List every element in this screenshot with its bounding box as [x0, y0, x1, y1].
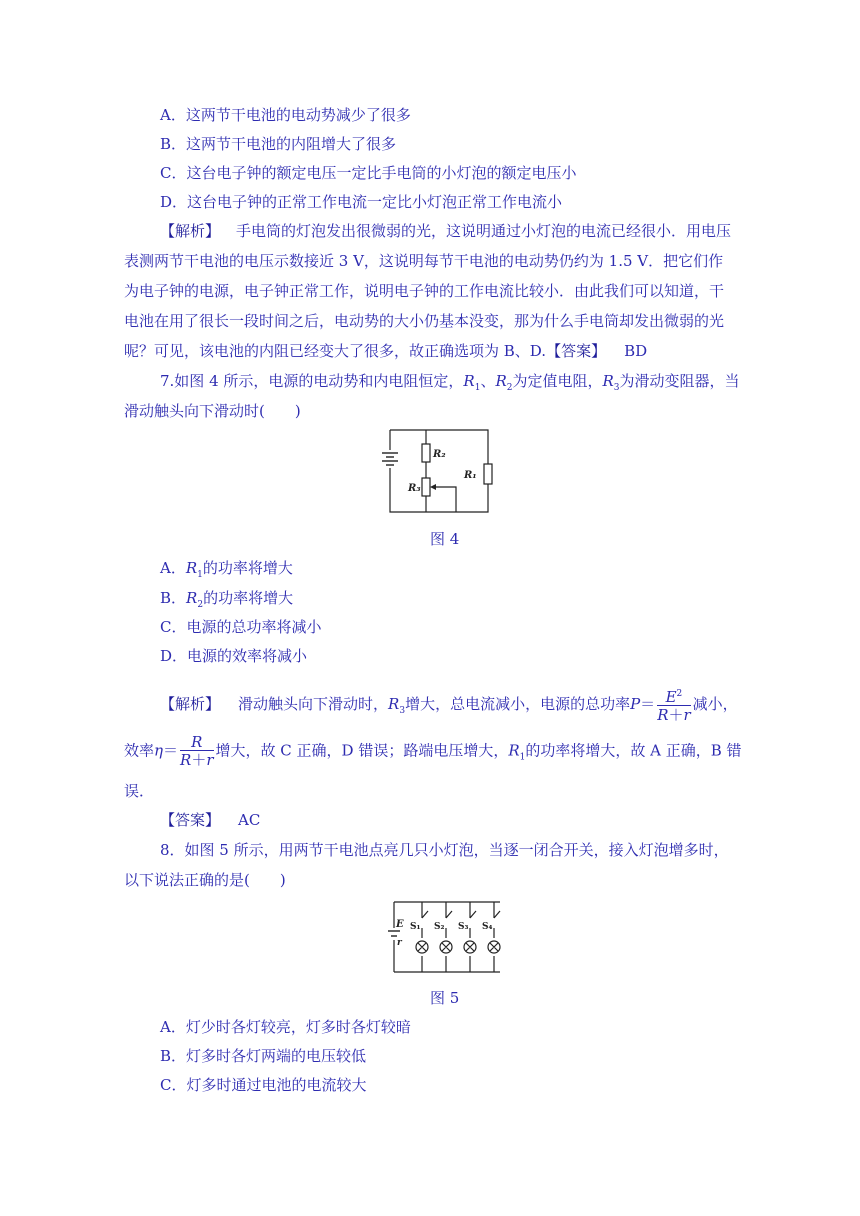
- power-fraction: [657, 686, 690, 724]
- q6-option-d: D．这台电子钟的正常工作电流一定比小灯泡正常工作电流小: [160, 193, 563, 211]
- q6-analysis-line2: 表测两节干电池的电压示数接近 3 V，这说明每节干电池的电动势仍约为 1.5 V．把它们作: [124, 252, 724, 270]
- r3-subscript: 3: [613, 383, 620, 393]
- q6-analysis-text5: 呢？可见，该电池的内阻已经变大了很多，故正确选项为 B、D.: [124, 342, 547, 360]
- q6-analysis-line5: [124, 341, 647, 361]
- q8-option-a: A．灯少时各灯较亮，灯多时各灯较暗: [160, 1018, 411, 1036]
- r2-symbol: R: [495, 372, 507, 390]
- q6-option-a: A．这两节干电池的电动势减少了很多: [160, 106, 411, 124]
- label-s4: S₄: [482, 922, 493, 932]
- denominator-R-2: R: [180, 751, 192, 769]
- q7-option-a-suffix: 的功率将增大: [202, 559, 293, 577]
- q7-analysis-r1: R: [508, 741, 520, 760]
- figure-5-circuit: [386, 898, 506, 976]
- denominator-r: r: [683, 706, 691, 724]
- q7-stem-text-a: 7.如图 4 所示，电源的电动势和内电阻恒定，: [160, 372, 464, 390]
- q7-stem-line1: [160, 371, 740, 398]
- denominator-r-2: r: [206, 751, 214, 769]
- q6-option-b: B．这两节干电池的内阻增大了很多: [160, 135, 397, 153]
- label-s1: S₁: [410, 922, 421, 932]
- r1-symbol: R: [463, 372, 475, 390]
- q7-option-b: [160, 588, 293, 615]
- figure-5-caption: 图 5: [430, 989, 460, 1007]
- label-r: r: [397, 938, 402, 948]
- equals-sign-2: ＝: [163, 741, 179, 760]
- battery-symbol: [382, 450, 398, 468]
- emf-symbol: E: [665, 688, 677, 706]
- label-s3: S₃: [458, 922, 469, 932]
- slider-wire: [434, 487, 456, 512]
- q8-stem-line2: 以下说法正确的是( ): [124, 871, 286, 889]
- q7-analysis-text2b: 增大，故 C 正确，D 错误；路端电压增大，: [215, 741, 509, 760]
- q7-option-b-suffix: 的功率将增大: [203, 589, 294, 607]
- q8-option-c: C．灯多时通过电池的电流较大: [160, 1076, 367, 1094]
- analysis-tag: 【解析】: [160, 695, 221, 713]
- q7-analysis-text1c: 减小，: [692, 695, 738, 713]
- resistor-r3: [422, 478, 430, 496]
- q7-analysis-text2a: 效率: [124, 741, 155, 760]
- q7-option-d: D．电源的效率将减小: [160, 647, 308, 665]
- label-r3: R₃: [408, 483, 421, 494]
- q6-option-c: C．这台电子钟的额定电压一定比手电筒的小灯泡的额定电压小: [160, 164, 577, 182]
- separator: 、: [480, 372, 496, 390]
- q7-answer-line: [160, 810, 260, 830]
- plus-sign: ＋: [668, 706, 684, 724]
- q7-option-b-sub: 2: [197, 600, 204, 610]
- power-symbol: P: [630, 695, 641, 713]
- efficiency-fraction: [180, 734, 213, 769]
- analysis-tag: 【解析】: [160, 222, 221, 240]
- q7-option-a-symbol: R: [185, 559, 198, 577]
- q7-option-a-prefix: A．: [160, 559, 186, 577]
- numerator-R: R: [191, 733, 203, 751]
- q6-analysis-line4: 电池在用了很长一段时间之后，电动势的大小仍基本没变，那为什么手电筒却发出微弱的光: [124, 312, 725, 330]
- switch-blades: [422, 911, 500, 918]
- q6-analysis-line1: [160, 221, 731, 241]
- figure-4-caption: 图 4: [430, 530, 460, 548]
- label-r2: R₂: [433, 449, 446, 460]
- equals-sign: ＝: [640, 695, 656, 713]
- q7-option-a-sub: 1: [197, 570, 203, 580]
- q7-analysis-text1b: 增大，总电流减小，电源的总功率: [405, 695, 631, 713]
- q7-analysis-r1-sub: 1: [519, 752, 526, 763]
- q7-answer: AC: [238, 811, 261, 829]
- answer-tag: 【答案】: [160, 811, 221, 829]
- square-superscript: 2: [676, 689, 683, 699]
- q7-analysis-text2c: 的功率将增大，故 A 正确，B 错: [525, 741, 742, 760]
- efficiency-symbol: η: [154, 741, 164, 760]
- figure-4-circuit: [376, 426, 496, 518]
- circuit-wire: [394, 902, 500, 972]
- q7-stem-line2: 滑动触头向下滑动时( ): [124, 402, 301, 420]
- q7-option-b-symbol: R: [186, 589, 198, 607]
- r1-subscript: 1: [474, 383, 481, 393]
- label-r1: R₁: [464, 470, 477, 481]
- q7-option-a: [160, 558, 293, 585]
- slider-arrow: [430, 484, 436, 490]
- r3-symbol: R: [602, 372, 614, 390]
- plus-sign-2: ＋: [191, 751, 207, 769]
- resistor-r2: [422, 444, 430, 462]
- answer-tag: 【答案】: [546, 342, 607, 360]
- q7-analysis-line2: [124, 734, 742, 769]
- q7-analysis-r3: R: [388, 695, 400, 713]
- q8-stem-line1: 8．如图 5 所示，用两节干电池点亮几只小灯泡，当逐一闭合开关，接入灯泡增多时，: [160, 841, 729, 859]
- q7-option-b-prefix: B．: [160, 589, 187, 607]
- q7-stem-text-c: 为滑动变阻器，当: [619, 372, 740, 390]
- q6-answer: BD: [624, 342, 648, 360]
- denominator-R: R: [657, 706, 669, 724]
- label-s2: S₂: [434, 922, 445, 932]
- q8-option-b: B．灯多时各灯两端的电压较低: [160, 1047, 367, 1065]
- q6-analysis-line3: 为电子钟的电源，电子钟正常工作，说明电子钟的工作电流比较小．由此我们可以知道，干: [124, 282, 725, 300]
- label-e: E: [396, 919, 404, 930]
- q7-analysis-line3: 误．: [124, 782, 155, 800]
- q7-analysis-r3-sub: 3: [399, 706, 406, 716]
- resistor-r1: [484, 464, 492, 484]
- q7-analysis-line1: [160, 686, 738, 724]
- q7-option-c: C．电源的总功率将减小: [160, 618, 322, 636]
- r2-subscript: 2: [506, 383, 513, 393]
- q6-analysis-text1: 手电筒的灯泡发出很微弱的光，这说明通过小灯泡的电流已经很小．用电压: [236, 222, 732, 240]
- q7-analysis-text1a: 滑动触头向下滑动时，: [238, 695, 389, 713]
- q7-stem-text-b: 为定值电阻，: [512, 372, 603, 390]
